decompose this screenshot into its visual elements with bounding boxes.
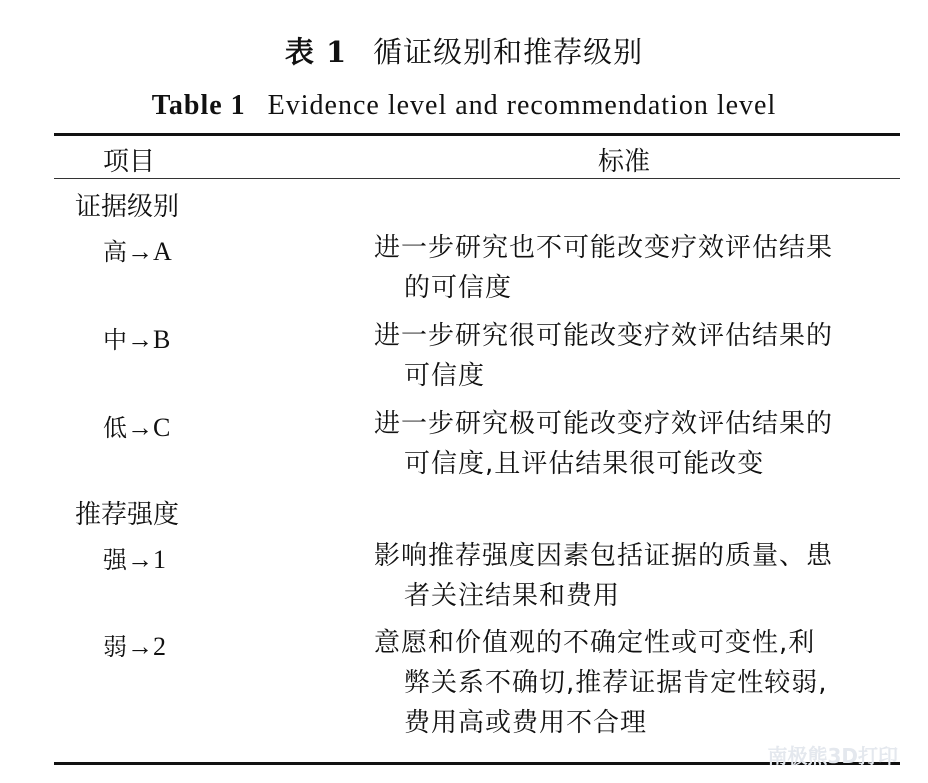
table-number-en: Table 1 — [151, 90, 246, 121]
header-standard: 标准 — [598, 147, 651, 177]
header-item: 项目 — [103, 147, 156, 177]
table-title-cn-text: 循证级别和推荐级别 — [373, 35, 644, 69]
row-item-low: 低→C — [103, 413, 171, 442]
table-number-cn: 表 1 — [284, 35, 348, 69]
row-item-weak: 弱→2 — [103, 632, 166, 661]
row-standard-weak: 意愿和价值观的不确定性或可变性,利 弊关系不确切,推荐证据肯定性较弱, 费用高或费用不合理 — [374, 628, 828, 738]
section-evidence-level: 证据级别 — [75, 192, 180, 222]
row-item-strong: 强→1 — [103, 545, 166, 574]
table-title-chinese — [0, 30, 928, 71]
row-standard-high: 进一步研究也不可能改变疗效评估结果 的可信度 — [374, 233, 834, 303]
row-standard-low: 进一步研究极可能改变疗效评估结果的 可信度,且评估结果很可能改变 — [374, 409, 834, 479]
table-header-rule — [54, 178, 900, 179]
row-standard-medium: 进一步研究很可能改变疗效评估结果的 可信度 — [374, 321, 834, 391]
row-item-medium: 中→B — [103, 325, 171, 354]
row-item-high: 高→A — [103, 237, 172, 266]
section-recommendation-strength: 推荐强度 — [75, 500, 180, 530]
table-top-rule — [54, 133, 900, 136]
row-standard-strong: 影响推荐强度因素包括证据的质量、患 者关注结果和费用 — [374, 541, 834, 611]
table-title-en-text: Evidence level and recommendation level — [267, 90, 777, 121]
watermark: 南极熊3D打印 — [767, 744, 898, 768]
table-title-english — [0, 90, 928, 122]
